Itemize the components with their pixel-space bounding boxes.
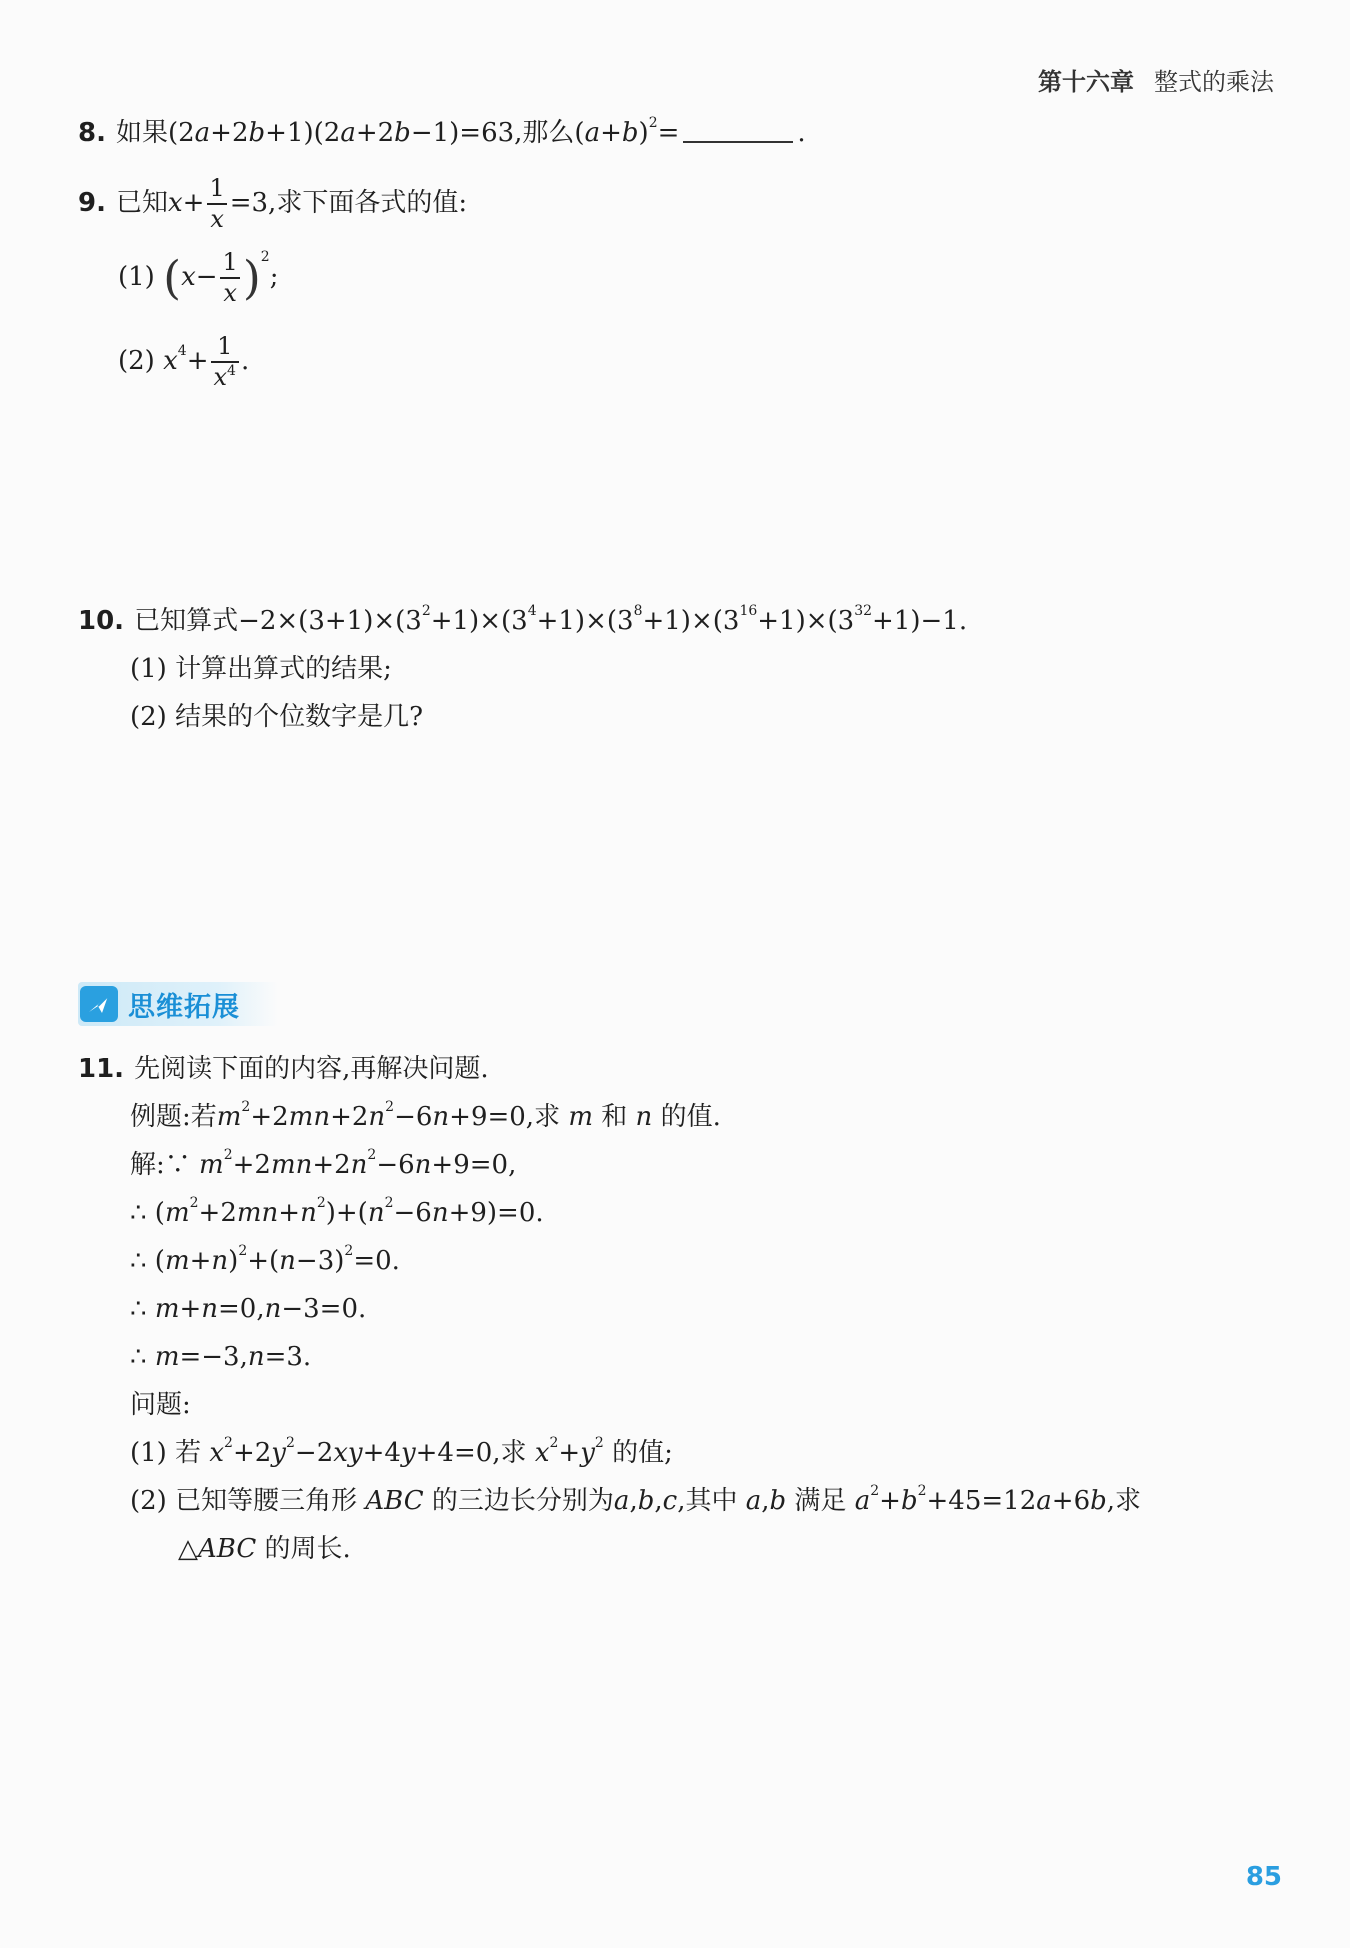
fraction-one-over-x4 xyxy=(211,334,239,390)
exponent: 2 xyxy=(367,1147,377,1163)
q11-text: +9)=0. xyxy=(448,1198,544,1228)
var-a: a xyxy=(340,118,356,148)
solution-line-2 xyxy=(130,1195,544,1229)
exponent: 2 xyxy=(917,1483,927,1499)
section-title: 思维拓展 xyxy=(128,991,240,1023)
q11-text: +2 xyxy=(232,1150,271,1180)
q11-text: 的三边长分别为 xyxy=(431,1486,614,1516)
q11-text: 和 xyxy=(601,1102,628,1132)
answer-blank[interactable] xyxy=(683,117,793,143)
q11-text: , xyxy=(761,1486,770,1516)
q11-text: =−3, xyxy=(179,1342,248,1372)
q11-text: =0, xyxy=(218,1294,265,1324)
var-b: b xyxy=(900,1486,918,1516)
var-x: x xyxy=(213,363,228,392)
var-a: a xyxy=(613,1486,630,1516)
exponent: 2 xyxy=(223,1147,233,1163)
var-a: a xyxy=(194,118,211,148)
question-10-part-1: (1) 计算出算式的结果; xyxy=(130,654,392,684)
denominator xyxy=(211,361,239,390)
var-n: n xyxy=(367,1198,385,1228)
exponent: 2 xyxy=(260,249,270,266)
var-b: b xyxy=(621,118,639,148)
exponent: 16 xyxy=(739,603,758,619)
fraction-one-over-x xyxy=(206,176,227,232)
numerator: 1 xyxy=(222,248,238,276)
q11-text: )+( xyxy=(325,1198,368,1228)
q11-text: ,其中 xyxy=(677,1486,738,1516)
q10-text: +1)−1. xyxy=(872,606,968,636)
q10-text: +1)×(3 xyxy=(757,606,855,636)
var-n: n xyxy=(300,1198,317,1228)
page-number: 85 xyxy=(1245,1862,1282,1892)
q11-text: ,求 xyxy=(1106,1486,1142,1516)
section-banner xyxy=(78,982,278,1026)
var-y: y xyxy=(271,1438,286,1468)
exponent: 2 xyxy=(594,1435,604,1451)
left-paren: ( xyxy=(163,250,182,305)
q9-text: ; xyxy=(269,262,279,293)
q11-text: + xyxy=(278,1198,301,1228)
q10-text: +1)×(3 xyxy=(430,606,528,636)
question-11-part-2-cont xyxy=(178,1534,351,1565)
q11-text: 的值; xyxy=(612,1438,673,1468)
var-n: n xyxy=(431,1198,449,1228)
exponent: 2 xyxy=(344,1243,354,1259)
var-c: c xyxy=(662,1486,678,1516)
q11-text: (2) 已知等腰三角形 xyxy=(130,1486,358,1516)
q11-text: + xyxy=(189,1246,212,1276)
var-m: m xyxy=(154,1342,180,1372)
q8-text: 如果(2 xyxy=(115,118,195,148)
q10-text: 已知算式−2×(3+1)×(3 xyxy=(134,606,422,636)
question-11-part-2 xyxy=(130,1483,1142,1517)
q11-text: 例题:若 xyxy=(130,1102,217,1132)
exponent: 4 xyxy=(177,343,187,360)
q11-text: ∴ ( xyxy=(130,1198,165,1228)
exponent: 2 xyxy=(286,1435,295,1451)
q8-text: +2 xyxy=(210,118,249,148)
q11-text: 的周长. xyxy=(264,1534,351,1564)
solution-line-1 xyxy=(130,1147,517,1181)
var-y: y xyxy=(400,1438,416,1468)
solution-line-4 xyxy=(130,1294,366,1325)
var-n: n xyxy=(635,1102,653,1132)
exponent: 4 xyxy=(527,603,537,619)
part-label: (2) xyxy=(118,346,155,377)
q11-text: +45=12 xyxy=(926,1486,1037,1516)
q11-text: ∴ ( xyxy=(130,1246,165,1276)
exponent: 4 xyxy=(227,363,236,380)
var-n: n xyxy=(414,1150,432,1180)
q11-text: (1) 若 xyxy=(130,1438,202,1468)
denominator: x xyxy=(220,277,240,306)
q11-text: −2 xyxy=(294,1438,334,1468)
var-x: x xyxy=(209,1438,225,1468)
q11-text: 先阅读下面的内容,再解决问题. xyxy=(134,1054,489,1084)
q11-text: +9=0, xyxy=(431,1150,517,1180)
var-x: x xyxy=(181,262,196,293)
q11-text: + xyxy=(558,1438,581,1468)
var-y: y xyxy=(580,1438,595,1468)
var-m: m xyxy=(216,1102,242,1132)
question-number: 11. xyxy=(78,1054,125,1084)
var-m: m xyxy=(199,1150,224,1180)
problem-heading: 问题: xyxy=(130,1390,191,1420)
q11-text: ∴ xyxy=(130,1294,147,1324)
q11-text: =0. xyxy=(353,1246,400,1276)
var-a: a xyxy=(1036,1486,1052,1516)
q11-text: −6 xyxy=(376,1150,415,1180)
example-line xyxy=(130,1099,721,1133)
exponent: 2 xyxy=(224,1435,233,1451)
numerator: 1 xyxy=(209,174,225,202)
var-x: x xyxy=(534,1438,550,1468)
var-b: b xyxy=(637,1486,655,1516)
exponent: 2 xyxy=(870,1483,880,1499)
q11-text: +2 xyxy=(232,1438,272,1468)
q11-text: 满足 xyxy=(794,1486,847,1516)
q11-text: =3. xyxy=(264,1342,312,1372)
q11-text: −6 xyxy=(393,1198,432,1228)
q8-text: +2 xyxy=(355,118,395,148)
var-n: n xyxy=(211,1246,229,1276)
denominator: x xyxy=(207,203,227,232)
q9-text: + xyxy=(182,188,205,219)
q11-text: +2 xyxy=(250,1102,289,1132)
var-m: m xyxy=(154,1294,180,1324)
var-n: n xyxy=(279,1246,296,1276)
q8-text: +1)(2 xyxy=(265,118,341,148)
q9-text: 已知 xyxy=(115,188,168,219)
question-10 xyxy=(78,603,968,637)
q11-text: +6 xyxy=(1051,1486,1091,1516)
question-11-part-1 xyxy=(130,1435,673,1469)
q11-text: +2 xyxy=(312,1150,351,1180)
var-mn: mn xyxy=(270,1150,313,1180)
q8-text: . xyxy=(797,118,806,148)
exponent: 8 xyxy=(633,603,643,619)
exponent: 2 xyxy=(421,603,431,619)
q11-text: , xyxy=(629,1486,638,1516)
q11-text: + xyxy=(179,1294,202,1324)
question-9-part-2 xyxy=(118,334,249,390)
rocket-icon xyxy=(80,986,118,1022)
var-a: a xyxy=(745,1486,762,1516)
q8-text: + xyxy=(600,118,622,148)
q11-text: +( xyxy=(247,1246,280,1276)
var-abc: ABC xyxy=(365,1486,424,1516)
var-m: m xyxy=(164,1198,190,1228)
q8-text: = xyxy=(657,118,680,148)
exponent: 2 xyxy=(189,1195,199,1211)
exponent: 2 xyxy=(384,1195,394,1211)
var-a: a xyxy=(584,118,601,148)
var-x: x xyxy=(167,188,183,219)
question-10-part-2: (2) 结果的个位数字是几? xyxy=(130,702,424,732)
var-mn: mn xyxy=(236,1198,279,1228)
var-x: x xyxy=(163,346,178,377)
var-a: a xyxy=(854,1486,871,1516)
exponent: 2 xyxy=(549,1435,559,1451)
var-b: b xyxy=(394,118,411,148)
exponent: 2 xyxy=(385,1099,395,1115)
solution-line-3 xyxy=(130,1243,400,1277)
chapter-title: 整式的乘法 xyxy=(1154,68,1274,96)
question-11 xyxy=(78,1054,489,1085)
running-header xyxy=(1038,62,1274,97)
q11-text: + xyxy=(879,1486,901,1516)
exponent: 32 xyxy=(854,603,873,619)
question-9-part-1 xyxy=(118,250,278,306)
right-paren: ) xyxy=(242,250,261,305)
q11-text: △ xyxy=(178,1534,198,1564)
exponent: 2 xyxy=(316,1195,326,1211)
q10-text: +1)×(3 xyxy=(642,606,740,636)
var-b: b xyxy=(1090,1486,1107,1516)
q9-text: =3,求下面各式的值: xyxy=(229,188,468,219)
q9-text: + xyxy=(186,346,209,377)
var-b: b xyxy=(248,118,266,148)
q9-text: . xyxy=(240,346,250,377)
var-m: m xyxy=(568,1102,593,1132)
question-number: 8. xyxy=(78,118,106,148)
var-n: n xyxy=(432,1102,450,1132)
var-abc: ABC xyxy=(198,1534,257,1564)
var-m: m xyxy=(164,1246,190,1276)
q11-text: ∴ xyxy=(130,1342,147,1372)
exponent: 2 xyxy=(238,1243,248,1259)
question-number: 10. xyxy=(78,606,125,636)
q11-text: −3=0. xyxy=(281,1294,367,1324)
q10-text: +1)×(3 xyxy=(536,606,634,636)
q11-text: +2 xyxy=(330,1102,369,1132)
q11-text: +9=0,求 xyxy=(449,1102,561,1132)
q11-text: 解:∵ xyxy=(130,1150,191,1180)
fraction-one-over-x xyxy=(220,250,241,306)
question-number: 9. xyxy=(78,188,106,219)
exponent: 2 xyxy=(241,1099,251,1115)
q9-text: − xyxy=(195,262,218,293)
var-n: n xyxy=(201,1294,219,1324)
part-label: (1) xyxy=(118,262,155,293)
chapter-number: 第十六章 xyxy=(1038,68,1134,96)
q11-text: +4 xyxy=(362,1438,401,1468)
var-n: n xyxy=(247,1342,265,1372)
q11-text: ) xyxy=(228,1246,239,1276)
var-mn: mn xyxy=(288,1102,331,1132)
q11-text: +4=0,求 xyxy=(415,1438,527,1468)
var-n: n xyxy=(350,1150,368,1180)
var-xy: xy xyxy=(333,1438,363,1468)
q11-text: −3) xyxy=(295,1246,345,1276)
q8-text: ) xyxy=(638,118,649,148)
q11-text: −6 xyxy=(394,1102,433,1132)
q11-text: 的值. xyxy=(660,1102,721,1132)
numerator: 1 xyxy=(217,332,233,360)
var-b: b xyxy=(769,1486,787,1516)
var-n: n xyxy=(368,1102,386,1132)
question-8 xyxy=(78,117,806,149)
solution-line-5 xyxy=(130,1342,311,1373)
q11-text: +2 xyxy=(198,1198,237,1228)
question-9 xyxy=(78,176,467,232)
var-n: n xyxy=(264,1294,282,1324)
q8-text: −1)=63,那么( xyxy=(410,118,585,148)
exponent: 2 xyxy=(648,115,658,131)
q11-text: , xyxy=(654,1486,663,1516)
